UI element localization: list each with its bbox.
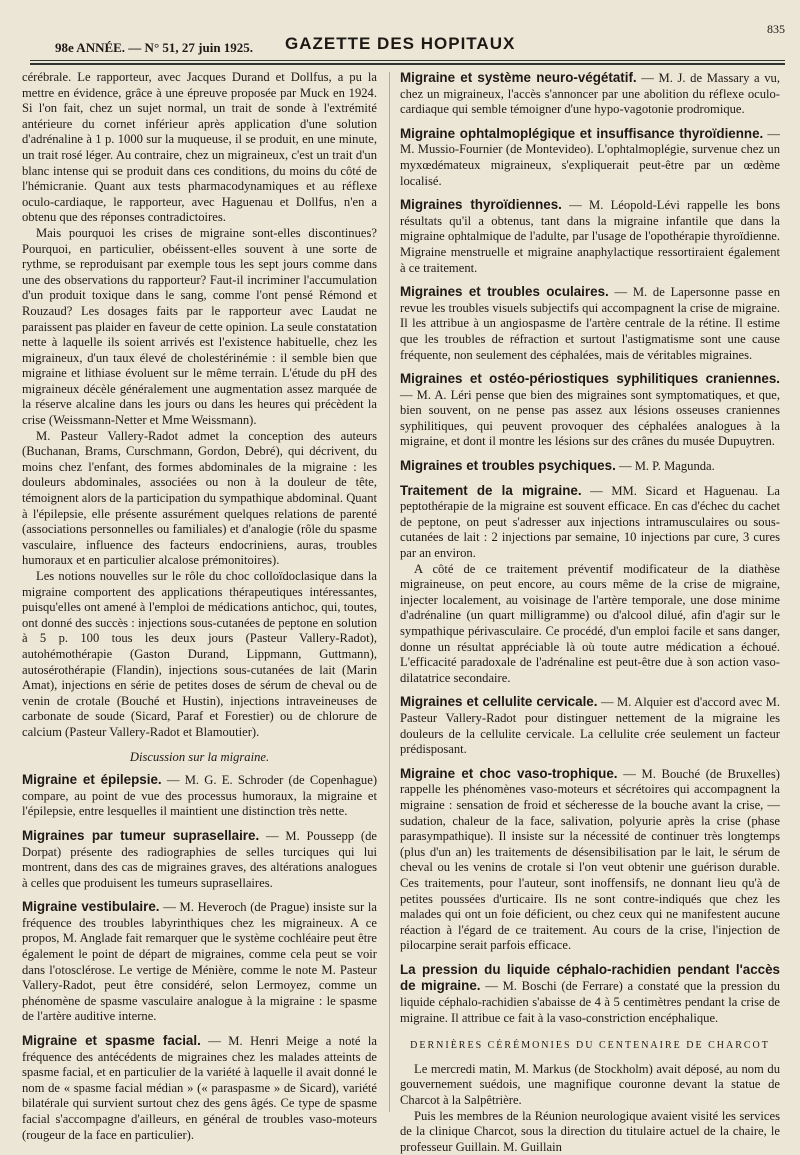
entry-title: Migraines et troubles psychiques. xyxy=(400,458,616,474)
entry-title: Migraine vestibulaire. xyxy=(22,899,160,915)
entry xyxy=(22,772,377,820)
paragraph: Le mercredi matin, M. Markus (de Stockholm) avait déposé, au nom du gouvernement suédois, une magnifique couronne devant la statue de Charcot à la Salpêtrière. xyxy=(400,1061,780,1108)
entry-title: Migraine et épilepsie. xyxy=(22,772,162,788)
journal-title: GAZETTE DES HOPITAUX xyxy=(285,34,516,53)
entry xyxy=(22,1033,377,1143)
entry xyxy=(400,284,780,363)
entry-title: Migraines par tumeur suprasellaire. xyxy=(22,827,260,843)
entry xyxy=(22,899,377,1025)
entry xyxy=(400,126,780,189)
entry-text: — M. Poussepp (de Dorpat) présente des radiographies de selles turciques qui lui montrent, dans des cas de migraines graves, des altérations analogues à celles que produisent les tumeurs suprasellaires. xyxy=(22,828,377,890)
section-heading-ceremonies: DERNIÈRES CÉRÉMONIES DU CENTENAIRE DE CHARCOT xyxy=(410,1040,770,1052)
paragraph: Puis les membres de la Réunion neurologique avaient visité les services de la clinique Charcot, sous la direction du titulaire actuel de la chaire, le professeur Guillain. M. Guillain xyxy=(400,1108,780,1154)
entry-text: — M. Alquier est d'accord avec M. Pasteur Vallery-Radot pour distinguer nettement de la migraine les douleurs de la cellulite cervicale. La cellulite crée seulement un facteur prédisposant. xyxy=(400,695,781,757)
entry-title: Migraines et troubles oculaires. xyxy=(400,284,609,300)
entry-text: — M. J. de Massary a vu, chez un migraineux, l'accès s'annoncer par une abolition du réflexe oculo-cardiaque qui semble témoigner d'une hypo-vagotonie prodromique. xyxy=(400,71,780,117)
entry-title: Migraines thyroïdiennes. xyxy=(400,197,562,213)
entry-title: Migraine et spasme facial. xyxy=(22,1033,201,1049)
entry-text: — M. G. E. Schroder (de Copenhague) compare, au point de vue des processus humoraux, la migraine et l'épilepsie, entre lesquelles il maintient une distinction très nette. xyxy=(22,773,378,819)
entry xyxy=(400,766,780,954)
entry-text: — MM. Sicard et Haguenau. La peptothérapie de la migraine est souvent efficace. En cas d'échec du cachet de peptone, on peut s'adresser aux injections intramusculaires ou sous-cutanées de lait : 2 injections par semaine, 10 injections par cure, 3 cures par an environ. xyxy=(400,483,780,561)
page-number: 835 xyxy=(767,22,785,36)
entry xyxy=(400,458,780,475)
entry-text: — M. P. Magunda. xyxy=(615,459,715,474)
entry xyxy=(400,962,780,1026)
paragraph: Mais pourquoi les crises de migraine sont-elles discontinues? Pourquoi, en particulier, obéissent-elles souvent à une sorte de rythme, se reproduisant par exemple tous les sept jours comme dans une des observations du rapporteur? Faut-il incriminer l'accumulation d'un produit toxique dans le sang, comme l'ont pensé Rémond et Rouzaud? Les dosages faits par le rapporteur avec Laudat ne paraissent pas plaider en faveur de cette opinion. La seule constatation nette à laquelle ils soient arrivés est l'existence habituelle, chez les migraineux, d'un taux élevé de cholestérinémie : il semble bien que migraine et lithiase évoluent sur le même terrain. L'étude du pH des migraineux décèle généralement une augmentation assez marquée de la réserve alcaline dans les jours ou dans les heures qui précèdent la crise (Weissmann-Netter et Mme Weissmann). xyxy=(22,225,377,428)
entry-title: Migraine et système neuro-végétatif. xyxy=(400,70,637,85)
left-column xyxy=(22,70,377,1143)
entry-text: — M. Mussio-Fournier (de Montevideo). L'ophtalmoplégie, survenue chez un myxœdémateux migraineux, s'expliquerait peut-être par un œdème localisé. xyxy=(400,126,781,188)
right-column xyxy=(400,70,780,1155)
paragraph: Les notions nouvelles sur le rôle du choc colloïdoclasique dans la migraine comportent des applications thérapeutiques intéressantes, puisqu'elles ont amené à l'emploi de médications antichoc, qui, toutes, ont donné des succès : injections sous-cutanées de peptone en solution à 5 p. 100 tous les deux jours (Pasteur Vallery-Radot), autohémothérapie (Gaston Durand, Lippmann, Guttmann), autosérothérapie (Flandin), injections sous-cutanées de lait (Marin Amat), injections en série de petites doses de sérum de cheval ou de venin de crotale (Bouché et Hustin), injections intraveineuses de carbonate de soude (Sicard, Paraf et Forestier) ou de chlorure de calcium (Pasteur Vallery-Radot et Blamoutier). xyxy=(22,569,377,739)
entry-title: Migraine et choc vaso-trophique. xyxy=(400,765,618,781)
paragraph: A côté de ce traitement préventif modificateur de la diathèse migraineuse, on peut encore, au cours même de la crise de migraine, injecter localement, au voisinage de l'artère temporale, une dose minime d'adrénaline (un quart milligramme) ou d'alcool dilué, afin d'agir sur le sympathique périvasculaire. Ce procédé, d'un emploi facile et sans danger, donne un résultat appréciable là où toute autre médication a échoué. L'efficacité paradoxale de l'adrénaline est peut-être due à son action vaso-dilatatrice secondaire. xyxy=(400,561,780,685)
entry-text: — M. de Lapersonne passe en revue les troubles visuels subjectifs qui accompagnent la crise de migraine. Il les attribue à un angiospasme de l'artère centrale de la rétine. Il estime que les troubles de réfraction et surtout l'astigmatisme sont une cause fréquente, non seulement des céphalées, mais de véritables migraines. xyxy=(400,285,780,362)
entry xyxy=(400,70,780,118)
entry-title: Migraines et cellulite cervicale. xyxy=(400,694,598,710)
issue-info: 98e ANNÉE. — N° 51, 27 juin 1925. xyxy=(55,40,254,55)
entry xyxy=(400,371,780,450)
entry-title: Migraine ophtalmoplégique et insuffisance thyroïdienne. xyxy=(400,125,764,141)
paragraph: M. Pasteur Vallery-Radot admet la conception des auteurs (Buchanan, Brams, Curschmann, Gordon, Debré), qui décrivent, du moins chez l'enfant, des formes abdominales de la migraine : les douleurs abdominales, associées ou non à la douleur de tête, témoignent alors de la participation du sympathique abdominal. Quant à l'épilepsie, elle présente assurément quelques relations de parenté (associations personnelles ou familiales) et d'analogie (rôle du spasme vasculaire, influence des facteurs endocriniens, auras, troubles humoraux et en particulier alcalose prémonitoires). xyxy=(22,428,377,568)
entry-text: — M. Boschi (de Ferrare) a constaté que la pression du liquide céphalo-rachidien s'abaisse de 4 à 5 centimètres pendant la crise de migraine. Il attribue ce fait à la vaso-constriction encéphalique. xyxy=(400,979,780,1025)
entry-title: Migraines et ostéo-périostiques syphilitiques craniennes. xyxy=(400,371,780,387)
entry xyxy=(400,483,780,562)
entry-text: — M. A. Léri pense que bien des migraines sont symptomatiques, et que, bien souvent, on ne pense pas assez aux lésions osseuses craniennes syphilitiques, qui peuvent provoquer des céphalées analogues à la migraine, et dont il montre les lésions sur des crânes du musée Dupuytren. xyxy=(400,387,780,449)
column-divider xyxy=(389,72,390,1112)
section-heading: Discussion sur la migraine. xyxy=(129,749,270,764)
paragraph: cérébrale. Le rapporteur, avec Jacques Durand et Dollfus, a pu la mettre en évidence, grâce à une épreuve proposée par Muck en 1924. Si l'on fait, chez un sujet normal, un trait de sonde à l'extrémité antérieure du cornet inférieur après application d'une solution d'adrénaline à 1 p. 1000 sur la muqueuse, il se produit, en une minute, un trait rosé léger. Au contraire, chez un migraineux, c'est un trait d'un blanc intense qui se produit dans ces conditions, du moins du côté de l'hémicranie. Quant aux tests pharmacodynamiques et au réflexe oculo-cardiaque, le rapporteur, avec Haguenau et Dollfus, n'en a obtenu que des réponses contradictoires. xyxy=(22,70,377,225)
entry-text: — M. Léopold-Lévi rappelle les bons résultats qu'il a obtenus, tant dans la migraine infantile que dans la migraine ophtalmique de l'adulte, par l'usage de l'opothérapie thyroïdienne. Migraine menstruelle et migraine anaphylactique ressortiraient également à ce traitement. xyxy=(400,198,780,275)
entry-text: — M. Bouché (de Bruxelles) rappelle les phénomènes vaso-moteurs et sécrétoires qui accompagnent la migraine : sensation de froid et sécheresse de la bouche avant la crise, — sudation, chaleur de la face, salivation, polyurie après la crise (phase parasympathique). Il insiste sur la nécessité de continuer très longtemps (plus d'un an) les traitements de désensibilisation par le lait, le sérum de cheval ou les venins de crotale si l'on veut obtenir une guérison durable. Ces traitements, pour l'auteur, sont inoffensifs, ne donnant lieu qu'à de petites poussées d'urticaire. Ils ne sont contre-indiqués que chez les malades qui ont un foie déficient, ou chez ceux qui ne manifestent aucune réaction à l'égard de ce traitement. Au cours de la crise, l'injection de pilocarpine serait parfois efficace. xyxy=(400,766,780,953)
header-rule-thick xyxy=(30,63,785,65)
entry-text: — M. Henri Meige a noté la fréquence des antécédents de migraines chez les malades atteints de spasme facial, et en particulier de la variété à laquelle il avait donné le nom de « spasme facial médian » (« paraspasme » de Sicard), variété bilatérale qui survient surtout chez des gens âgés. Ce type de spasme facial s'accompagne d'ailleurs, en général de troubles vaso-moteurs (rougeur de la face en particulier). xyxy=(22,1034,378,1142)
entry xyxy=(22,828,377,891)
entry-text: — M. Heveroch (de Prague) insiste sur la fréquence des troubles labyrinthiques chez les migraineux. A ce propos, M. Anglade fait remarquer que le système cochléaire peut être également le point de départ de migraines, comme cela peut se voir dans l'otosclérose. Le vertige de Ménière, comme le note M. Pasteur Vallery-Radot, peut être considéré, selon Lermoyez, comme un phénomène de spasme vasculaire analogue à la migraine : le spasme de l'artère auditive interne. xyxy=(22,900,377,1024)
page-header xyxy=(55,22,785,62)
header-rule xyxy=(30,60,785,61)
entry xyxy=(400,197,780,276)
entry xyxy=(400,694,780,757)
entry-title: Traitement de la migraine. xyxy=(400,482,582,498)
entry-title: La pression du liquide céphalo-rachidien pendant l'accès de migraine. xyxy=(400,961,780,994)
